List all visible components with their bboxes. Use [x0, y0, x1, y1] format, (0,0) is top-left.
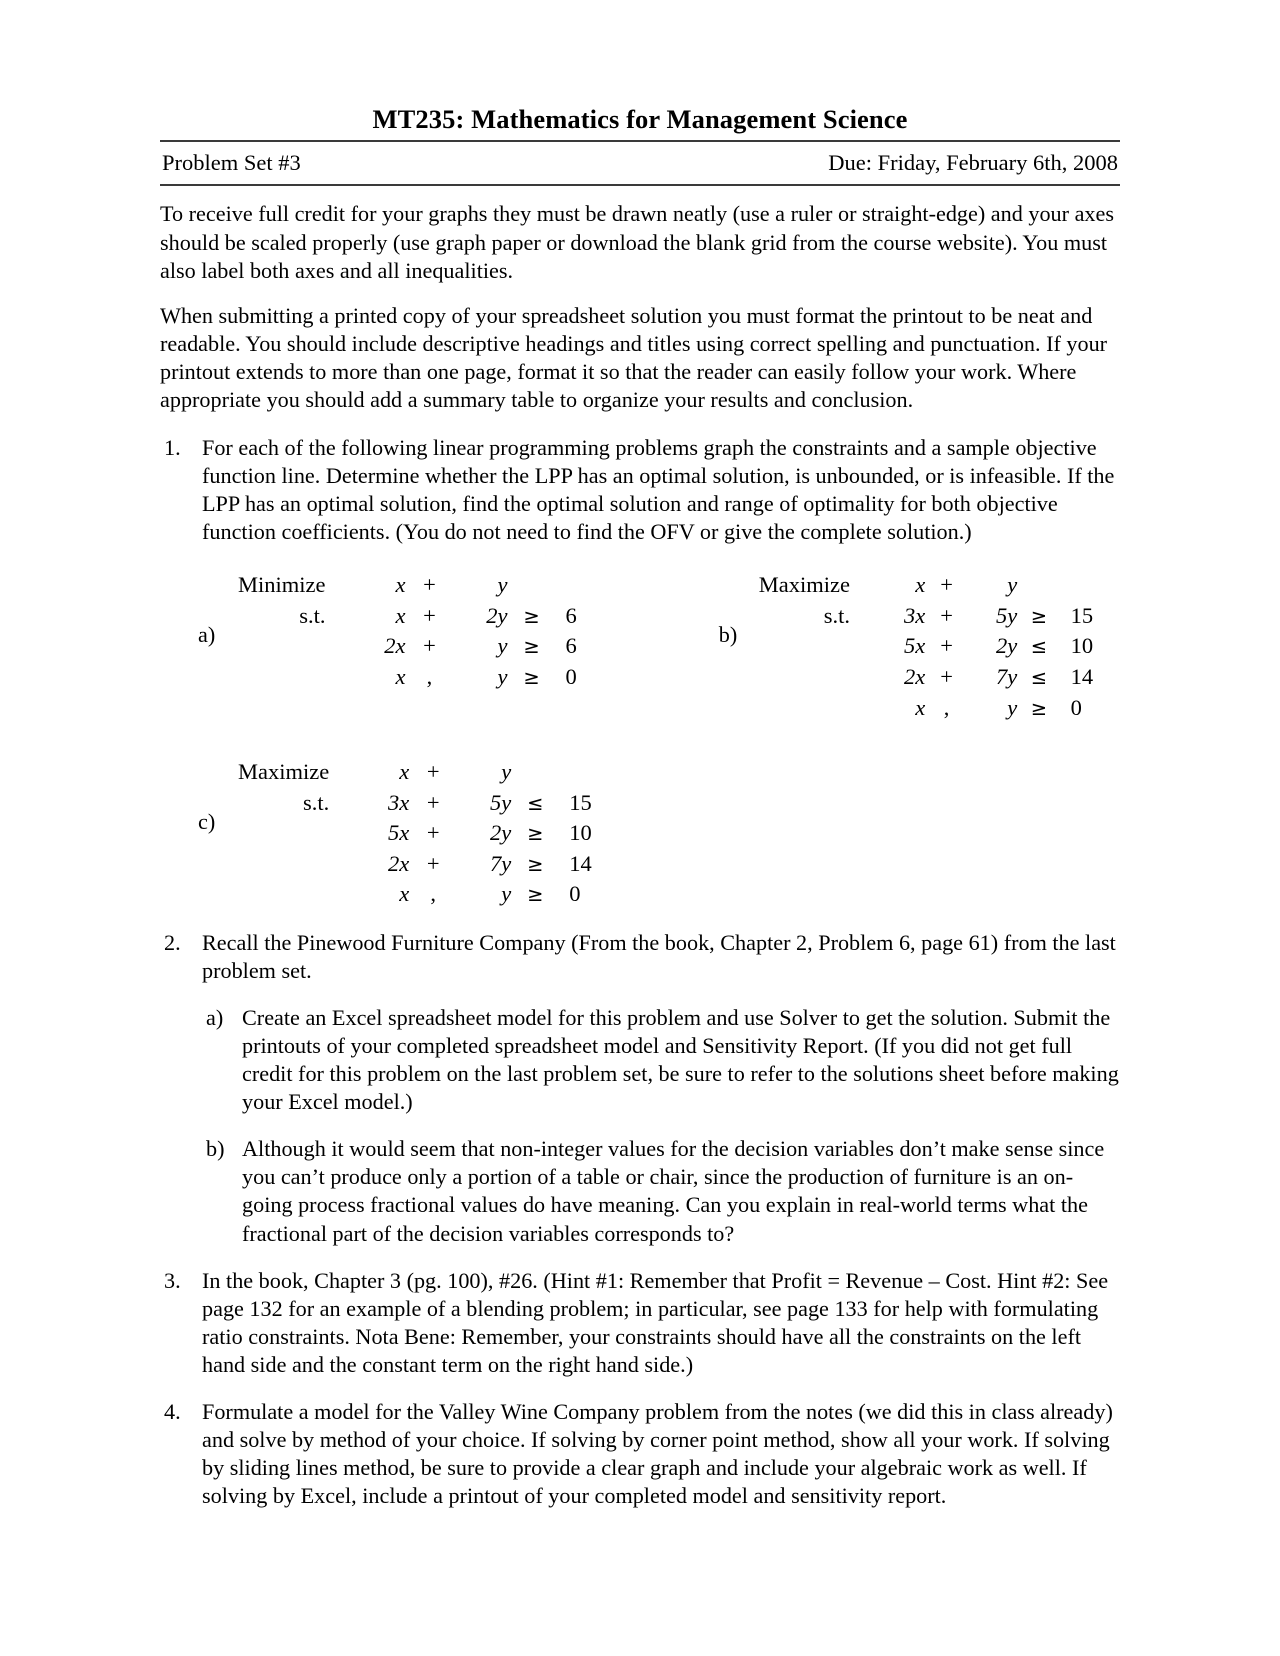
lp-table-c — [238, 757, 623, 910]
lp-obj-rhs-a — [555, 570, 619, 601]
table-row — [759, 662, 1120, 693]
lp-c3-rhs-b: 14 — [1070, 663, 1094, 689]
problem-item-2 — [160, 929, 1120, 985]
lp-spacer-b — [759, 631, 876, 662]
lp-c4-rhs-b: 0 — [1070, 694, 1082, 720]
lp-sense-c: Maximize — [238, 759, 330, 785]
problem-item-1 — [160, 434, 1120, 546]
lp-c1-op-a: + — [423, 602, 436, 628]
table-row — [238, 879, 623, 910]
lp-obj-rhs-b — [1061, 570, 1120, 601]
problem-number-4: 4. — [164, 1398, 181, 1424]
lp-c2-rhs-a: 6 — [565, 633, 577, 659]
lp-c2-term1-a: 2x — [384, 633, 406, 659]
lp-c3-term2-b: 7y — [995, 663, 1018, 689]
lp-c3-rel-b: ≤ — [1030, 665, 1048, 689]
lp-sense-b: Maximize — [758, 572, 850, 598]
problem-item-2a — [160, 1004, 1120, 1116]
table-row — [759, 693, 1120, 724]
problem-2-sublist — [160, 1004, 1120, 1248]
lp-st-label-c: s.t. — [302, 789, 330, 815]
lp-c1-term2-b: 5y — [995, 602, 1018, 628]
lp-c1-op-b: + — [940, 602, 953, 628]
lp-objective-row — [238, 757, 623, 788]
lp-block-c — [160, 757, 708, 910]
lp-spacer3-b — [759, 693, 876, 724]
lp-spacer-a — [238, 631, 351, 662]
lp-spacer3-c — [238, 879, 355, 910]
lp-problem-area — [160, 570, 1120, 909]
lp-c4-term1-c: x — [399, 881, 410, 907]
lp-c3-rhs-a: 0 — [565, 663, 577, 689]
table-row — [238, 788, 623, 819]
lp-c1-rhs-a: 6 — [565, 602, 577, 628]
problem-text-3: In the book, Chapter 3 (pg. 100), #26. (Hint #1: Remember that Profit = Revenue – Cost. Hint #2: See page 132 for an example of a blending problem; in particular, see page 133 for help with formulating ratio constraints. Nota Bene: Remember, your constraints should have all the constraints on the left hand side and the constant term on the right hand side.) — [202, 1267, 1109, 1377]
lp-c4-op-b: , — [943, 694, 950, 720]
lp-c2-op-b: + — [940, 633, 953, 659]
lp-objective-row — [238, 570, 619, 601]
lp-c2-rel-c: ≥ — [527, 822, 544, 846]
lp-c2-rel-b: ≤ — [1030, 635, 1048, 659]
table-row — [238, 662, 619, 693]
lp-objective-row — [759, 570, 1120, 601]
lp-table-b — [759, 570, 1120, 723]
lp-c1-rel-c: ≤ — [527, 791, 544, 815]
problem-item-4 — [160, 1398, 1120, 1510]
lp-obj-rel-a — [507, 570, 555, 601]
problem-item-2b — [160, 1135, 1120, 1247]
lp-c1-rel-b: ≥ — [1030, 604, 1048, 628]
lp-label-a: a) — [198, 622, 216, 648]
lp-row-ab — [160, 570, 1120, 723]
lp-c3-op-b: + — [940, 663, 953, 689]
lp-c2-op-a: + — [423, 633, 436, 659]
problem-set-label: Problem Set #3 — [162, 150, 301, 176]
lp-obj-term2-b: y — [1007, 572, 1018, 598]
lp-c4-rel-c: ≥ — [527, 883, 544, 907]
problem-text-4: Formulate a model for the Valley Wine Company problem from the notes (we did this in class already) and solve by method of your choice. If solving by corner point method, show all your work. If solving by sliding lines method, be sure to provide a clear graph and include your algebraic work as well. If solving by Excel, include a printout of your completed model and sensitivity report. — [202, 1398, 1113, 1509]
lp-c3-rel-a: ≥ — [523, 665, 540, 689]
problem-text-1: For each of the following linear programming problems graph the constraints and a sample objective function line. Determine whether the LPP has an optimal solution, is unbounded, or is infeasible. If the LPP has an optimal solution, find the optimal solution and range of optimality for both objective function coefficients. (You do not need to find the OFV or give the complete solution.) — [202, 435, 1115, 545]
problem-text-2: Recall the Pinewood Furniture Company (From the book, Chapter 2, Problem 6, page 61) from the last problem set. — [202, 929, 1116, 983]
lp-c1-term1-a: x — [395, 602, 406, 628]
lp-c2-term2-c: 2y — [489, 820, 512, 846]
lp-c2-term2-a: y — [497, 633, 508, 659]
table-row — [759, 631, 1120, 662]
lp-label-b: b) — [718, 622, 738, 648]
lp-c1-rhs-b: 15 — [1070, 602, 1094, 628]
lp-c4-op-c: , — [430, 881, 437, 907]
lp-obj-rel-b — [1017, 570, 1060, 601]
lp-c2-rhs-c: 10 — [569, 820, 592, 846]
lp-obj-term2-a: y — [497, 572, 508, 598]
lp-label-c: c) — [198, 809, 216, 835]
lp-c3-term1-c: 2x — [387, 850, 410, 876]
problem-number-2: 2. — [164, 929, 181, 955]
page-title: MT235: Mathematics for Management Science — [372, 104, 908, 134]
lp-spacer2-c — [238, 849, 355, 880]
lp-obj-op-b: + — [940, 572, 953, 598]
lp-table-a — [238, 570, 619, 692]
lp-c1-term2-c: 5y — [489, 789, 512, 815]
lp-c2-rel-a: ≥ — [523, 635, 540, 659]
problem-item-3 — [160, 1267, 1120, 1379]
lp-c1-op-c: + — [426, 789, 440, 815]
subproblem-number-2b: b) — [206, 1136, 225, 1162]
subproblem-text-2a: Create an Excel spreadsheet model for this problem and use Solver to get the solution. Submit the printouts of your completed spreadsheet model and Sensitivity Report. (If you did not get full credit for this problem on the last problem set, be sure to refer to the solutions sheet before making your Excel model.) — [242, 1004, 1119, 1115]
lp-spacer-c — [238, 818, 355, 849]
problem-list — [160, 434, 1120, 1510]
lp-st-label-a: s.t. — [299, 602, 326, 628]
lp-obj-op-a: + — [423, 572, 436, 598]
lp-obj-term1-a: x — [395, 572, 406, 598]
lp-spacer2-a — [238, 662, 351, 693]
lp-c2-term1-c: 5x — [387, 820, 410, 846]
due-date-label: Due: Friday, February 6th, 2008 — [828, 150, 1118, 176]
lp-sense-a: Minimize — [238, 572, 326, 598]
lp-c3-rhs-c: 14 — [569, 850, 592, 876]
lp-spacer2-b — [759, 662, 876, 693]
lp-c1-term1-c: 3x — [387, 789, 410, 815]
lp-c1-term2-a: 2y — [486, 602, 508, 628]
lp-c3-term1-a: x — [395, 663, 406, 689]
table-row — [238, 631, 619, 662]
table-row — [238, 849, 623, 880]
lp-c2-term1-b: 5x — [903, 633, 926, 659]
header-meta-row — [160, 142, 1120, 182]
lp-obj-term2-c: y — [501, 759, 512, 785]
lp-obj-term1-b: x — [915, 572, 926, 598]
lp-c2-op-c: + — [426, 820, 440, 846]
table-row — [238, 818, 623, 849]
table-row — [238, 601, 619, 632]
lp-c2-rhs-b: 10 — [1070, 633, 1094, 659]
table-row — [759, 601, 1120, 632]
lp-c3-rel-c: ≥ — [527, 852, 544, 876]
lp-obj-term1-c: x — [399, 759, 410, 785]
subproblem-text-2b: Although it would seem that non-integer values for the decision variables don’t make sense since you can’t produce only a portion of a table or chair, since the production of furniture is an on-going process fractional values do have meaning. Can you explain in real-world terms what the fractional part of the decision variables corresponds to? — [242, 1136, 1105, 1246]
lp-c2-term2-b: 2y — [995, 633, 1018, 659]
lp-c1-rel-a: ≥ — [523, 604, 540, 628]
problem-number-1: 1. — [164, 435, 181, 461]
lp-obj-rel-c — [511, 757, 559, 788]
lp-obj-rhs-c — [559, 757, 623, 788]
lp-c3-term1-b: 2x — [903, 663, 926, 689]
lp-c4-term2-c: y — [501, 881, 512, 907]
intro-paragraph-1: To receive full credit for your graphs they must be drawn neatly (use a ruler or straight-edge) and your axes should be scaled properly (use graph paper or download the blank grid from the course website). You must also label both axes and all inequalities. — [160, 201, 1115, 283]
lp-c3-op-a: , — [426, 663, 433, 689]
lp-block-a — [160, 570, 651, 723]
lp-c4-rhs-c: 0 — [569, 881, 581, 907]
lp-c3-term2-a: y — [497, 663, 508, 689]
lp-block-b — [651, 570, 1120, 723]
lp-c1-rhs-c: 15 — [569, 789, 592, 815]
intro-paragraph-2: When submitting a printed copy of your spreadsheet solution you must format the printout to be neat and readable. You should include descriptive headings and titles using correct spelling and punctuation. If your printout extends to more than one page, format it so that the reader can easily follow your work. Where appropriate you should add a summary table to organize your results and conclusion. — [160, 302, 1108, 412]
lp-c4-rel-b: ≥ — [1030, 696, 1048, 720]
lp-c3-term2-c: 7y — [489, 850, 512, 876]
lp-c4-term1-b: x — [915, 694, 926, 720]
lp-c4-term2-b: y — [1007, 694, 1018, 720]
header-rule-bottom — [160, 184, 1120, 186]
lp-c1-term1-b: 3x — [903, 602, 926, 628]
subproblem-number-2a: a) — [206, 1004, 224, 1030]
problem-number-3: 3. — [164, 1267, 181, 1293]
lp-c3-op-c: + — [426, 850, 440, 876]
lp-obj-op-c: + — [426, 759, 440, 785]
lp-st-label-b: s.t. — [823, 602, 850, 628]
